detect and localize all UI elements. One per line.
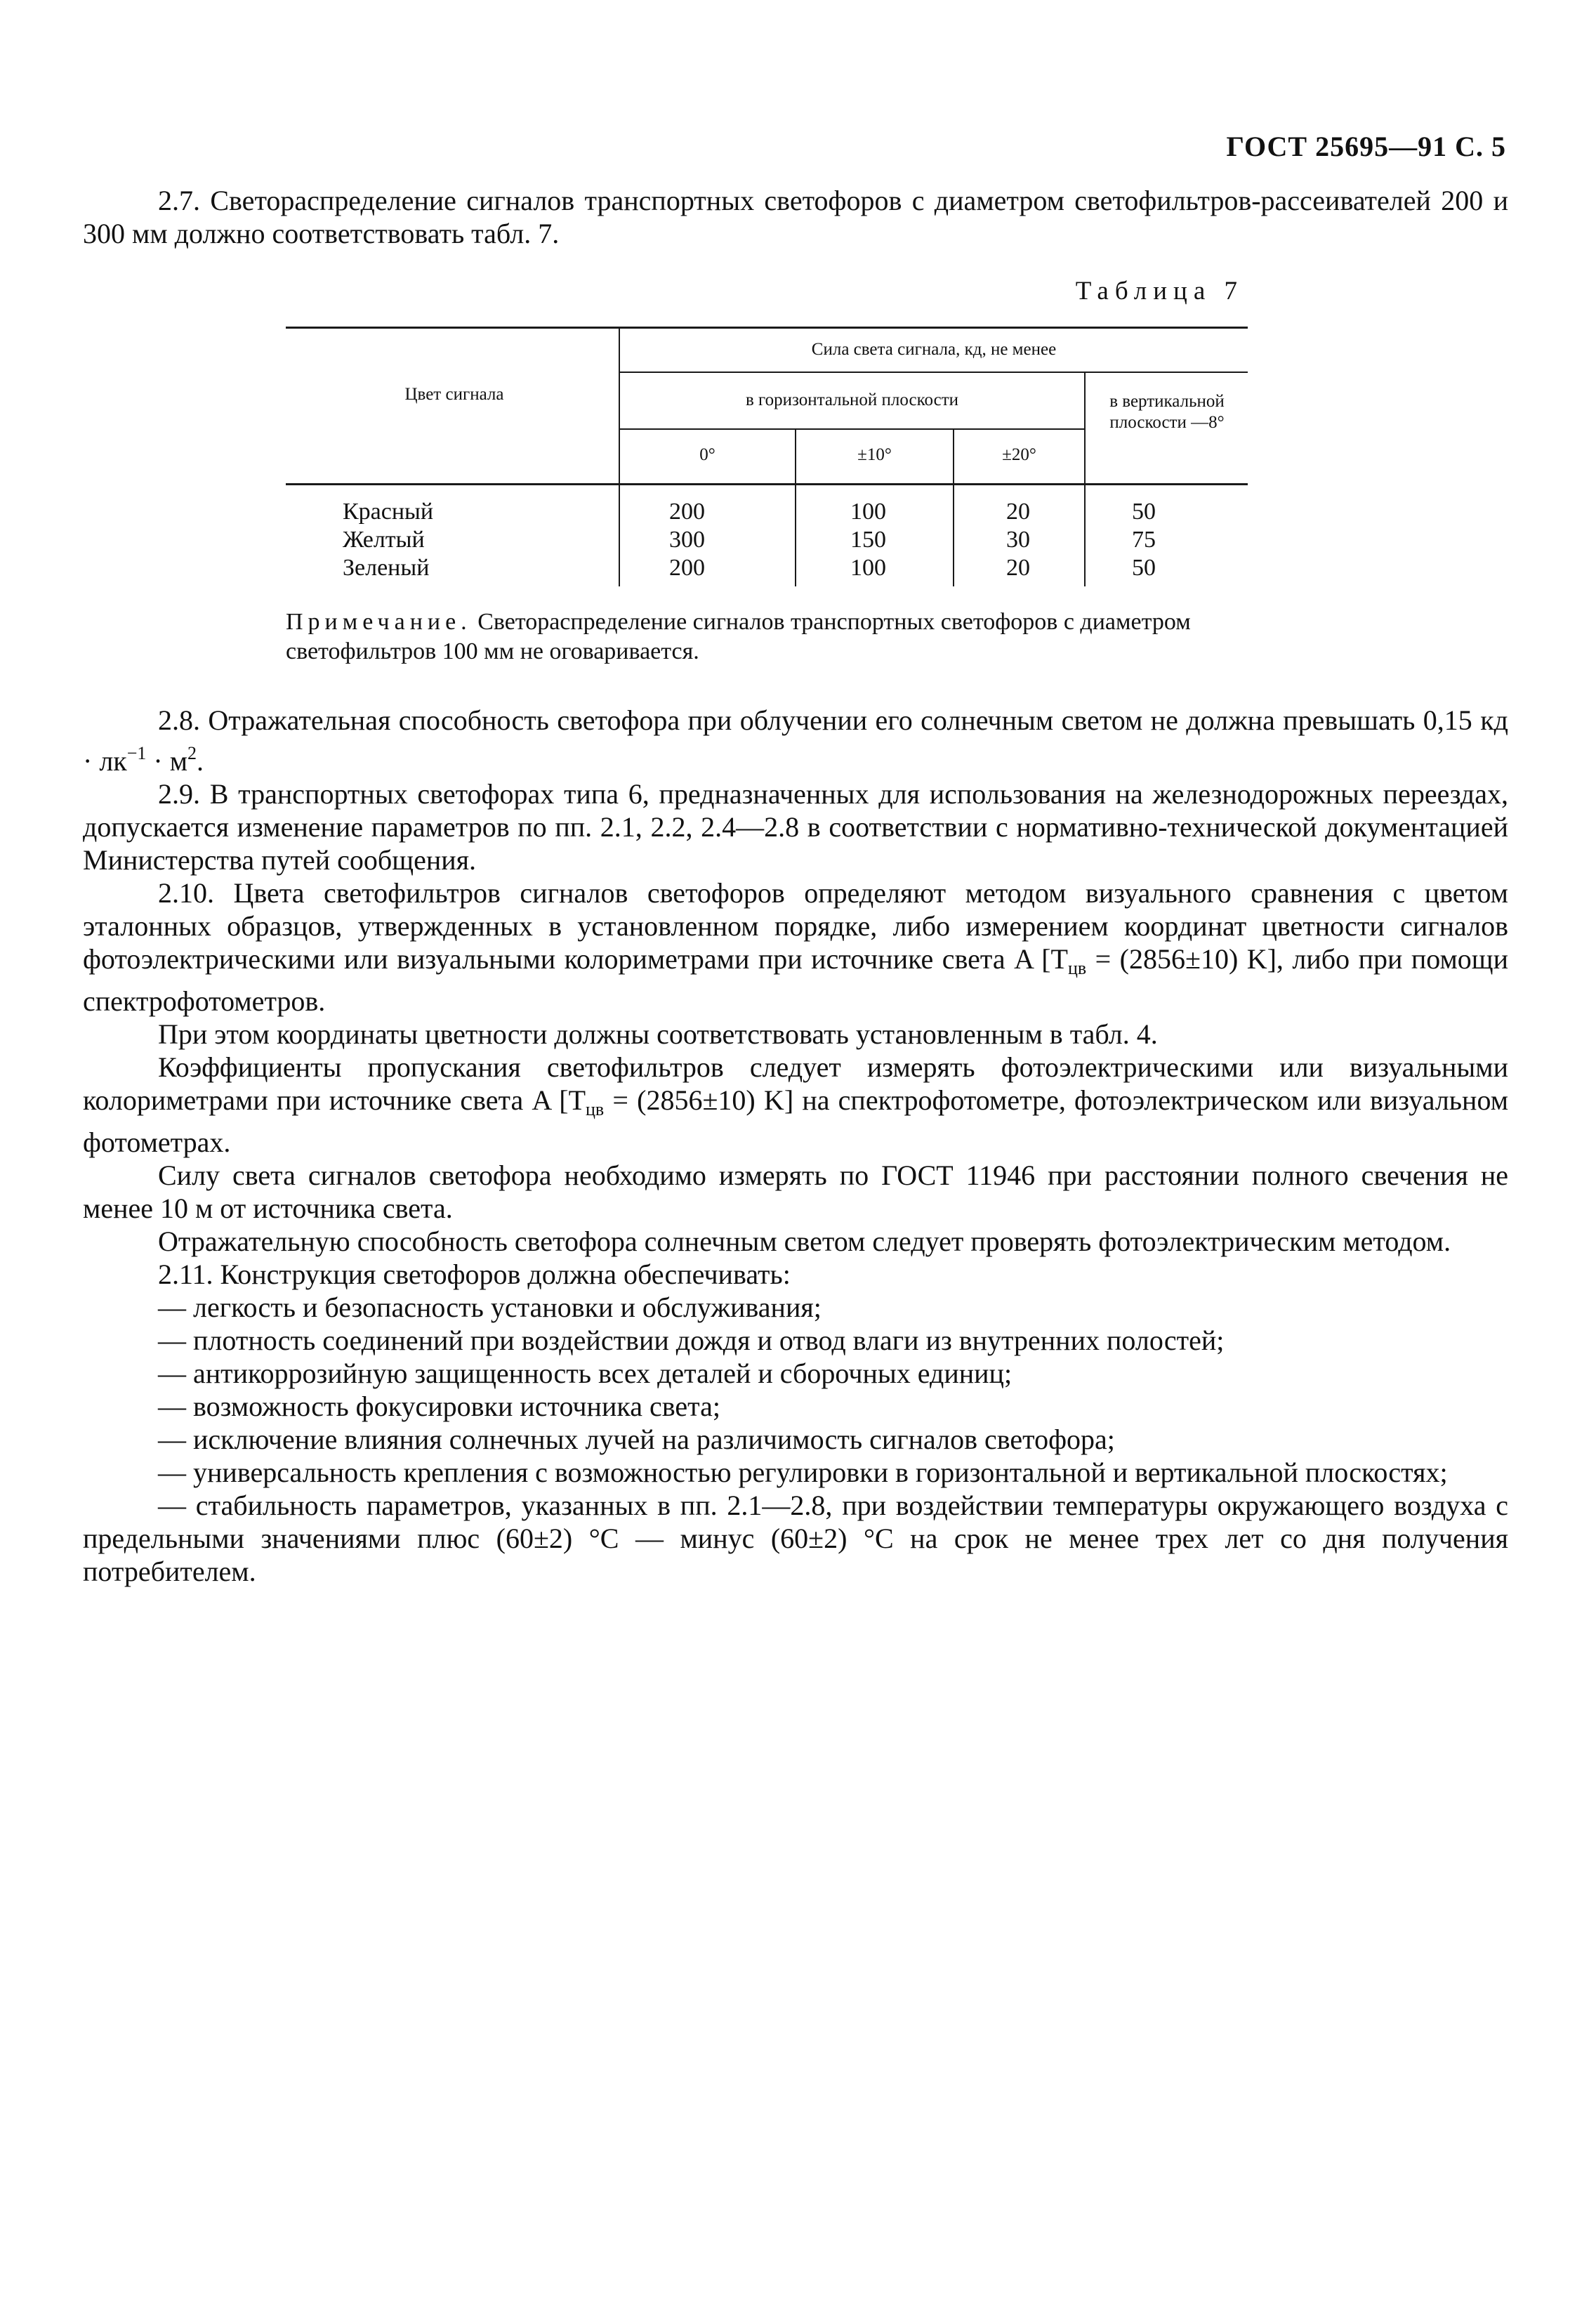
row-3-h10: 100 (850, 555, 886, 581)
row-1-h0: 200 (669, 499, 705, 525)
section-2-8-sup-b: 2 (187, 743, 197, 763)
section-2-11-item-3: — антикоррозийную защищенность всех деталей и сборочных единиц; (158, 1358, 1013, 1389)
section-2-8-text-a: 2.8. Отражательная способность светофора при облучении его солнечным светом не должна превышать 0,15 кд · лк (83, 704, 1508, 777)
row-2-h20: 30 (1006, 527, 1030, 553)
section-2-10-p1 (83, 876, 1508, 1018)
row-2-h0: 300 (669, 527, 705, 553)
section-2-10-p1-b: = (2856±10) K], либо при помощи спектрофотометров. (83, 943, 1508, 1017)
header-horizontal-plane: в горизонтальной плоскости (745, 390, 959, 409)
section-2-11-item-7: — стабильность параметров, указанных в пп. 2.1—2.8, при воздействии температуры окружающего воздуха с предельными значениями плюс (60±2) °С — минус (60±2) °С на срок не менее трех лет со дня получения потребителем. (83, 1490, 1508, 1587)
table-vline-4 (1084, 372, 1086, 586)
section-2-10-p3-sub: цв (586, 1099, 605, 1119)
table-rule-header-bottom (286, 483, 1248, 485)
row-1-color: Красный (343, 499, 434, 525)
section-2-11-item-1: — легкость и безопасность установки и обслуживания; (158, 1291, 822, 1323)
note-text: Светораспределение сигналов транспортных светофоров с диаметром светофильтров 100 мм не оговаривается. (286, 609, 1191, 664)
row-2-color: Желтый (343, 527, 425, 553)
row-1-v: 50 (1132, 499, 1156, 525)
section-2-9: 2.9. В транспортных светофорах типа 6, предназначенных для использования на железнодорожных переездах, допускается изменение параметров по пп. 2.1, 2.2, 2.4—2.8 в соответствии с нормативно-технической документацией Министерства путей сообщения. (83, 778, 1508, 876)
body-text (83, 704, 1508, 1588)
header-angle-20: ±20° (1002, 445, 1036, 464)
row-1-h10: 100 (850, 499, 886, 525)
row-3-color: Зеленый (343, 555, 430, 581)
section-2-8-sup-a: −1 (126, 743, 147, 763)
section-2-8-text-b: · м (146, 745, 188, 777)
section-2-10-p5: Отражательную способность светофора солнечным светом следует проверять фотоэлектрическим методом. (158, 1225, 1451, 1257)
table-rule-group (619, 372, 1248, 373)
section-2-7 (83, 184, 1508, 250)
section-2-11-item-2: — плотность соединений при воздействии дождя и отвод влаги из внутренних полостей; (158, 1325, 1225, 1356)
section-2-10-p1-sub: цв (1068, 958, 1087, 978)
row-2-v: 75 (1132, 527, 1156, 553)
section-2-10-p3-b: = (2856±10) K] на спектрофотометре, фотоэлектрическом или визуальном фотометрах. (83, 1084, 1509, 1158)
note-label: Примечание. (286, 609, 472, 635)
table-rule-top (286, 327, 1248, 329)
row-3-h20: 20 (1006, 555, 1030, 581)
section-2-8-text-c: . (197, 745, 204, 777)
header-luminous-intensity: Сила света сигнала, кд, не менее (811, 340, 1057, 359)
section-2-10-p1-a: 2.10. Цвета светофильтров сигналов светофоров определяют методом визуального сравнения с цветом эталонных образцов, утвержденных в установленном порядке, либо измерением координат цветности сигналов фотоэлектрическими или визуальными колориметрами при источнике света A [T (83, 877, 1508, 975)
section-2-10-p2: При этом координаты цветности должны соответствовать установленным в табл. 4. (158, 1018, 1158, 1050)
header-angle-10: ±10° (857, 445, 892, 464)
row-1-h20: 20 (1006, 499, 1030, 525)
row-3-v: 50 (1132, 555, 1156, 581)
header-color: Цвет сигнала (404, 385, 504, 404)
section-2-11-intro: 2.11. Конструкция светофоров должна обеспечивать: (158, 1258, 791, 1290)
section-2-11-item-5: — исключение влияния солнечных лучей на различимость сигналов светофора; (158, 1424, 1115, 1455)
section-2-10-p3-a: Коэффициенты пропускания светофильтров следует измерять фотоэлектрическими или визуальными колориметрами при источнике света A [T (83, 1051, 1508, 1116)
header-vertical-plane: в вертикальной плоскости —8° (1109, 392, 1225, 432)
section-2-11-item-4: — возможность фокусировки источника света; (158, 1391, 720, 1422)
header-angle-0: 0° (699, 445, 715, 464)
section-2-8 (83, 704, 1508, 777)
table-7 (286, 327, 1248, 586)
row-3-h0: 200 (669, 555, 705, 581)
section-2-10-p4: Силу света сигналов светофора необходимо измерять по ГОСТ 11946 при расстоянии полного свечения не менее 10 м от источника света. (83, 1159, 1508, 1224)
table-rule-horizontal (619, 428, 1085, 430)
table-note (286, 607, 1248, 666)
page-header: ГОСТ 25695—91 С. 5 (1226, 131, 1506, 162)
section-2-11-item-6: — универсальность крепления с возможностью регулировки в горизонтальной и вертикальной плоскостях; (158, 1457, 1448, 1488)
row-2-h10: 150 (850, 527, 886, 553)
section-2-7-text: 2.7. Светораспределение сигналов транспортных светофоров с диаметром светофильтров-рассеивателей 200 и 300 мм должно соответствовать табл. 7. (83, 185, 1508, 249)
table-caption: Таблица 7 (1075, 277, 1244, 305)
section-2-10-p3 (83, 1051, 1508, 1159)
